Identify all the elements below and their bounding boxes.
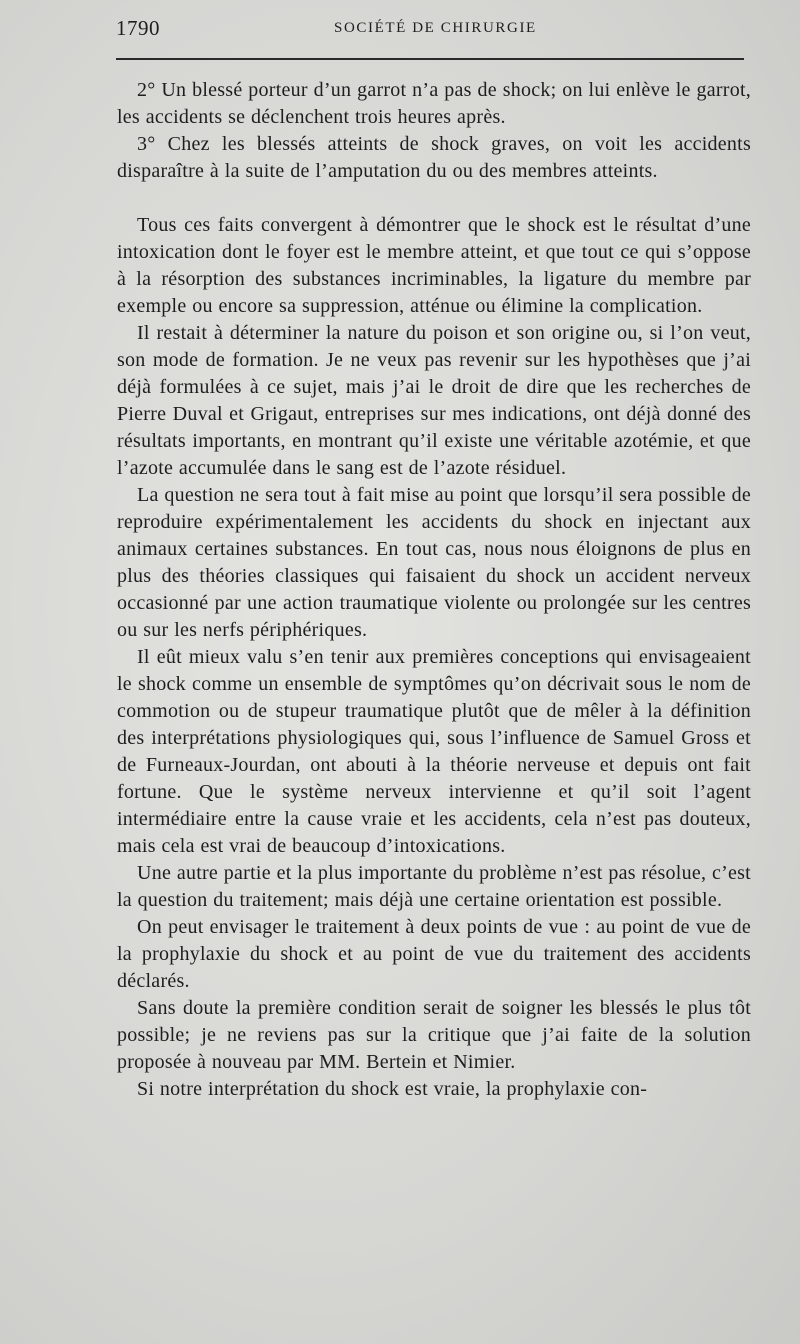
body-text	[117, 77, 751, 1103]
paragraph: Tous ces faits convergent à démontrer que le shock est le résultat d’une intoxication dont le foyer est le membre atteint, et que tout ce qui s’oppose à la résorption des substances incriminables, la ligature du membre par exemple ou encore sa suppression, atténue ou élimine la complication.	[117, 214, 751, 317]
paragraph: Une autre partie et la plus importante du problème n’est pas résolue, c’est la question du traitement; mais déjà une certaine orientation est possible.	[117, 862, 751, 911]
paragraph: Il restait à déterminer la nature du poison et son origine ou, si l’on veut, son mode de formation. Je ne veux pas revenir sur les hypothèses que j’ai déjà formulées à ce sujet, mais j’ai le droit de dire que les recherches de Pierre Duval et Grigaut, entreprises sur mes indications, ont déjà donné des résultats importants, en montrant qu’il existe une véritable azotémie, et que l’azote accumulée dans le sang est de l’azote résiduel.	[117, 322, 751, 479]
paragraph: Si notre interprétation du shock est vraie, la prophylaxie con-	[137, 1078, 648, 1100]
paragraph: Sans doute la première condition serait de soigner les blessés le plus tôt possible; je ne reviens pas sur la critique que j’ai faite de la solution proposée à nouveau par MM. Bertein et Nimier.	[117, 997, 751, 1073]
journal-title: SOCIÉTÉ DE CHIRURGIE	[334, 20, 537, 36]
paragraph: On peut envisager le traitement à deux points de vue : au point de vue de la prophylaxie du shock et au point de vue du traitement des accidents déclarés.	[117, 916, 751, 992]
paragraph: 2° Un blessé porteur d’un garrot n’a pas de shock; on lui enlève le garrot, les accidents se déclenchent trois heures après.	[117, 79, 751, 128]
paragraph: Il eût mieux valu s’en tenir aux premières conceptions qui envisageaient le shock comme un ensemble de symptômes qu’on décrivait sous le nom de commotion ou de stupeur traumatique plutôt que de mêler à la définition des interprétations physiologiques qui, sous l’influence de Samuel Gross et de Furneaux-Jourdan, ont abouti à la théorie nerveuse et depuis ont fait fortune. Que le système nerveux intervienne et qu’il soit l’agent intermédiaire entre la cause vraie et les accidents, cela n’est pas douteux, mais cela est vrai de beaucoup d’intoxications.	[117, 646, 751, 857]
page-number: 1790	[116, 16, 160, 40]
paragraph: 3° Chez les blessés atteints de shock graves, on voit les accidents disparaître à la suite de l’amputation du ou des membres atteints.	[117, 133, 751, 182]
running-head	[116, 16, 746, 46]
paragraph: La question ne sera tout à fait mise au point que lorsqu’il sera possible de reproduire expérimentalement les accidents du shock en injectant aux animaux certaines substances. En tout cas, nous nous éloignons de plus en plus des théories classiques qui faisaient du shock un accident nerveux occasionné par une action traumatique violente ou prolongée sur les centres ou sur les nerfs périphériques.	[117, 484, 751, 641]
header-rule	[116, 58, 744, 60]
